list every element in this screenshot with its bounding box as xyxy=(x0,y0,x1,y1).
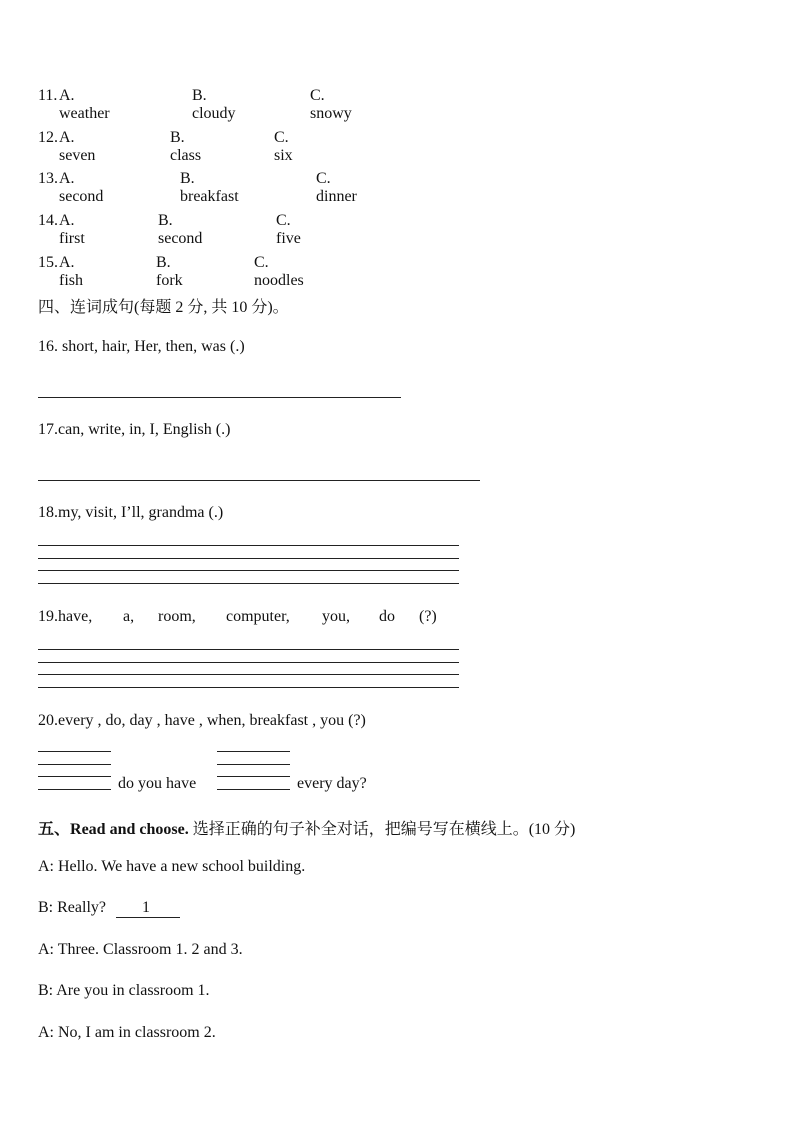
answer-blank[interactable] xyxy=(38,776,111,777)
question-number: 13. xyxy=(38,170,58,187)
word: you, xyxy=(322,608,350,625)
answer-blank[interactable] xyxy=(38,764,111,765)
answer-blank[interactable] xyxy=(217,776,290,777)
answer-line[interactable] xyxy=(38,480,480,481)
option-b: B. cloudy xyxy=(192,87,236,122)
option-a: A. weather xyxy=(59,87,110,122)
section-4-title: 四、连词成句(每题 2 分, 共 10 分)。 xyxy=(38,299,289,316)
answer-line[interactable] xyxy=(38,583,459,584)
section-5-title-en: Read and choose. xyxy=(70,821,189,838)
answer-blank[interactable] xyxy=(217,751,290,752)
answer-blank[interactable] xyxy=(38,789,111,790)
word: computer, xyxy=(226,608,290,625)
section-5-number: 五、 xyxy=(38,821,71,838)
dialogue-line-4: B: Are you in classroom 1. xyxy=(38,982,210,999)
dialogue-line-5: A: No, I am in classroom 2. xyxy=(38,1024,216,1041)
question-17: 17.can, write, in, I, English (.) xyxy=(38,421,231,438)
answer-line[interactable] xyxy=(38,674,459,675)
question-number: 14. xyxy=(38,212,58,229)
option-c: C. noodles xyxy=(254,254,304,289)
question-16: 16. short, hair, Her, then, was (.) xyxy=(38,338,245,355)
answer-blank[interactable] xyxy=(116,899,180,918)
question-20: 20.every , do, day , have , when, breakfast , you (?) xyxy=(38,712,366,729)
blank-answer: 1 xyxy=(141,899,150,916)
answer-line[interactable] xyxy=(38,397,401,398)
question-number: 15. xyxy=(38,254,58,271)
answer-blank[interactable] xyxy=(217,764,290,765)
question-20-end-text: every day? xyxy=(297,775,367,792)
dialogue-text: B: Really? xyxy=(38,899,106,916)
word: room, xyxy=(158,608,196,625)
answer-line[interactable] xyxy=(38,545,459,546)
word: a, xyxy=(123,608,135,625)
dialogue-line-2 xyxy=(38,899,180,918)
answer-line[interactable] xyxy=(38,558,459,559)
section-5-title xyxy=(38,816,575,839)
option-c: C. dinner xyxy=(316,170,357,205)
option-b: B. fork xyxy=(156,254,183,289)
option-b: B. breakfast xyxy=(180,170,239,205)
word: do xyxy=(379,608,395,625)
word: (?) xyxy=(419,608,437,625)
option-c: C. snowy xyxy=(310,87,352,122)
question-number: 12. xyxy=(38,129,58,146)
dialogue-line-3: A: Three. Classroom 1. 2 and 3. xyxy=(38,941,243,958)
option-a: A. second xyxy=(59,170,104,205)
answer-blank[interactable] xyxy=(38,751,111,752)
question-19 xyxy=(38,608,458,630)
question-20-middle-text: do you have xyxy=(118,775,197,792)
option-a: A. fish xyxy=(59,254,83,289)
option-c: C. five xyxy=(276,212,301,247)
dialogue-line-1: A: Hello. We have a new school building. xyxy=(38,858,306,875)
answer-line[interactable] xyxy=(38,649,459,650)
option-c: C. six xyxy=(274,129,293,164)
answer-blank[interactable] xyxy=(217,789,290,790)
word: 19.have, xyxy=(38,608,93,625)
section-5-title-cn: 选择正确的句子补全对话，把编号写在横线上。(10 分) xyxy=(188,821,576,838)
answer-line[interactable] xyxy=(38,570,459,571)
option-b: B. class xyxy=(170,129,202,164)
question-18: 18.my, visit, I’ll, grandma (.) xyxy=(38,504,224,521)
option-b: B. second xyxy=(158,212,203,247)
answer-line[interactable] xyxy=(38,662,459,663)
answer-line[interactable] xyxy=(38,687,459,688)
option-a: A. first xyxy=(59,212,85,247)
option-a: A. seven xyxy=(59,129,96,164)
question-number: 11. xyxy=(38,87,58,104)
